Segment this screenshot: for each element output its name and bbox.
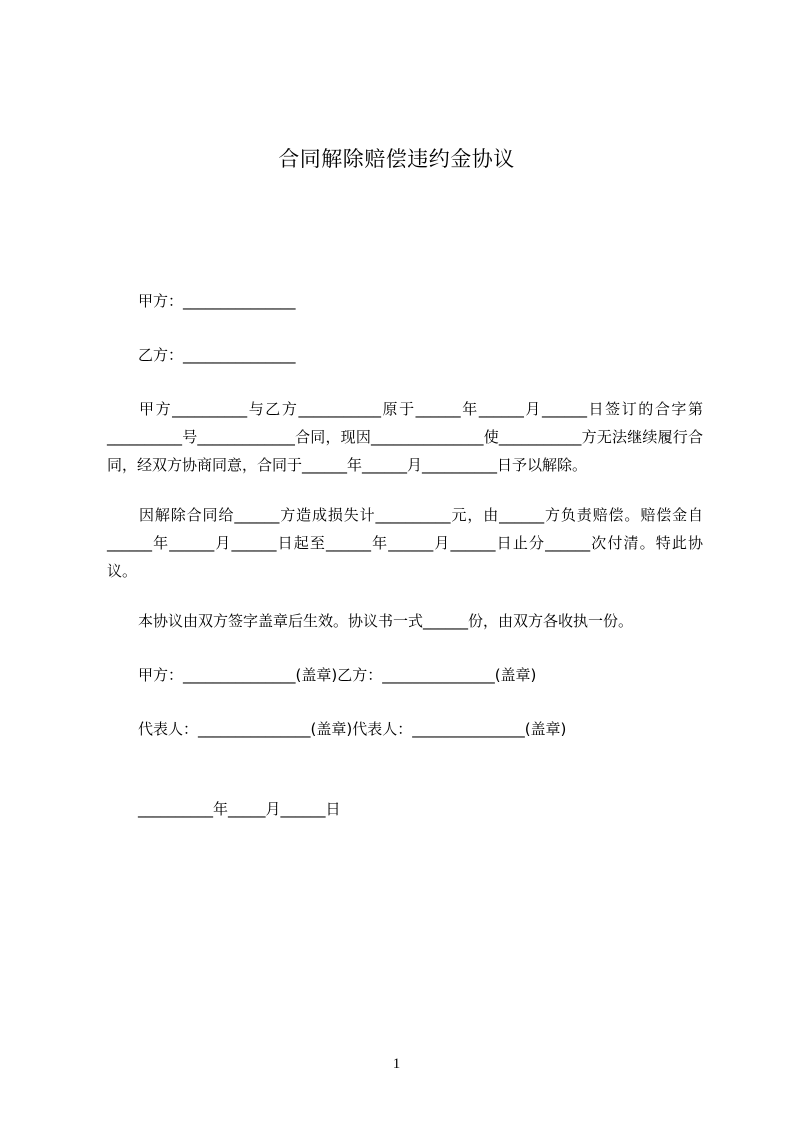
clause-effectiveness: 本协议由双方签字盖章后生效。协议书一式______份，由双方各收执一份。 [138, 612, 634, 630]
party-a-line: 甲方：_______________ [138, 292, 296, 310]
signature-representatives-line: 代表人：_______________(盖章)代表人：_______________(盖章) [138, 720, 567, 738]
signature-parties-line: 甲方：_______________(盖章)乙方：_______________(盖章) [138, 666, 537, 684]
document-title: 合同解除赔偿违约金协议 [278, 147, 515, 171]
clause-termination: 甲方__________与乙方___________原于______年______月______日签订的合字第__________号_____________合同，现因_______________使___________方无法继续履行合同，经双方协商同意，合同于______年______月__________日予以解除。 [107, 400, 703, 474]
date-line: __________年_____月______日 [138, 800, 341, 818]
clause-compensation: 因解除合同给______方造成损失计__________元，由______方负责赔偿。赔偿金自______年______月______日起至______年______月______日止分______次付清。特此协议。 [107, 506, 703, 580]
party-b-line: 乙方：_______________ [138, 346, 296, 364]
page-number: 1 [392, 1056, 401, 1072]
